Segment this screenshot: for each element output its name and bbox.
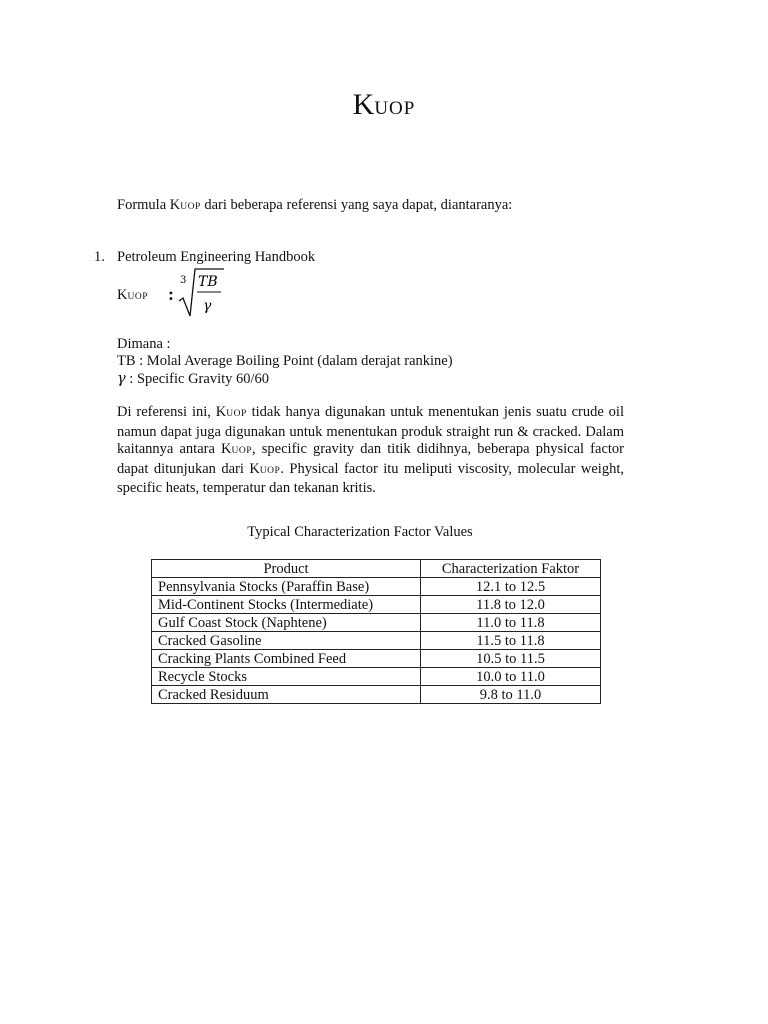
intro-line: Formula KUOP dari beberapa referensi yang saya dapat, diantaranya: bbox=[117, 197, 513, 213]
dimana-heading: Dimana : bbox=[117, 336, 171, 352]
header-product: Product bbox=[152, 560, 421, 578]
factor-cell: 11.5 to 11.8 bbox=[421, 632, 601, 650]
gamma-definition: γ : Specific Gravity 60/60 bbox=[117, 371, 270, 387]
product-cell: Cracking Plants Combined Feed bbox=[152, 650, 421, 668]
kuop-formula bbox=[176, 264, 236, 320]
tb-definition: TB : Molal Average Boiling Point (dalam derajat rankine) bbox=[117, 353, 453, 369]
factor-cell: 11.0 to 11.8 bbox=[421, 614, 601, 632]
list-number: 1. bbox=[94, 249, 105, 265]
product-cell: Cracked Gasoline bbox=[152, 632, 421, 650]
table-header-row bbox=[152, 560, 601, 578]
numerator: TB bbox=[198, 274, 218, 290]
product-cell: Cracked Residuum bbox=[152, 686, 421, 704]
table-row bbox=[152, 650, 601, 668]
denominator: γ bbox=[203, 298, 212, 314]
description-paragraph: Di referensi ini, KUOP tidak hanya digunakan untuk menentukan jenis suatu crude oil namun dapat juga digunakan untuk menentukan produk straight run & cracked. Dalam kaitannya antara KUOP, specific gravity dan titik didihnya, beberapa physical factor dapat ditunjukan dari KUOP. Physical factor itu meliputi viscosity, molecular weight, specific heats, temperatur dan tekanan kritis. bbox=[117, 404, 624, 497]
page-title: KUOP bbox=[352, 88, 416, 121]
table-row bbox=[152, 614, 601, 632]
factor-cell: 10.5 to 11.5 bbox=[421, 650, 601, 668]
table-row bbox=[152, 596, 601, 614]
cube-root-formula bbox=[176, 264, 236, 320]
characterization-table bbox=[151, 559, 601, 704]
formula-colon: : bbox=[168, 284, 174, 304]
product-cell: Pennsylvania Stocks (Paraffin Base) bbox=[152, 578, 421, 596]
header-factor: Characterization Faktor bbox=[421, 560, 601, 578]
table-row bbox=[152, 632, 601, 650]
factor-cell: 11.8 to 12.0 bbox=[421, 596, 601, 614]
factor-cell: 9.8 to 11.0 bbox=[421, 686, 601, 704]
factor-cell: 10.0 to 11.0 bbox=[421, 668, 601, 686]
reference-name: Petroleum Engineering Handbook bbox=[117, 249, 316, 265]
table-row bbox=[152, 578, 601, 596]
product-cell: Mid-Continent Stocks (Intermediate) bbox=[152, 596, 421, 614]
table-caption: Typical Characterization Factor Values bbox=[247, 524, 473, 540]
table-row bbox=[152, 668, 601, 686]
factor-cell: 12.1 to 12.5 bbox=[421, 578, 601, 596]
root-index: 3 bbox=[180, 275, 187, 286]
table-row bbox=[152, 686, 601, 704]
formula-label: KUOP bbox=[117, 287, 148, 303]
product-cell: Recycle Stocks bbox=[152, 668, 421, 686]
product-cell: Gulf Coast Stock (Naphtene) bbox=[152, 614, 421, 632]
